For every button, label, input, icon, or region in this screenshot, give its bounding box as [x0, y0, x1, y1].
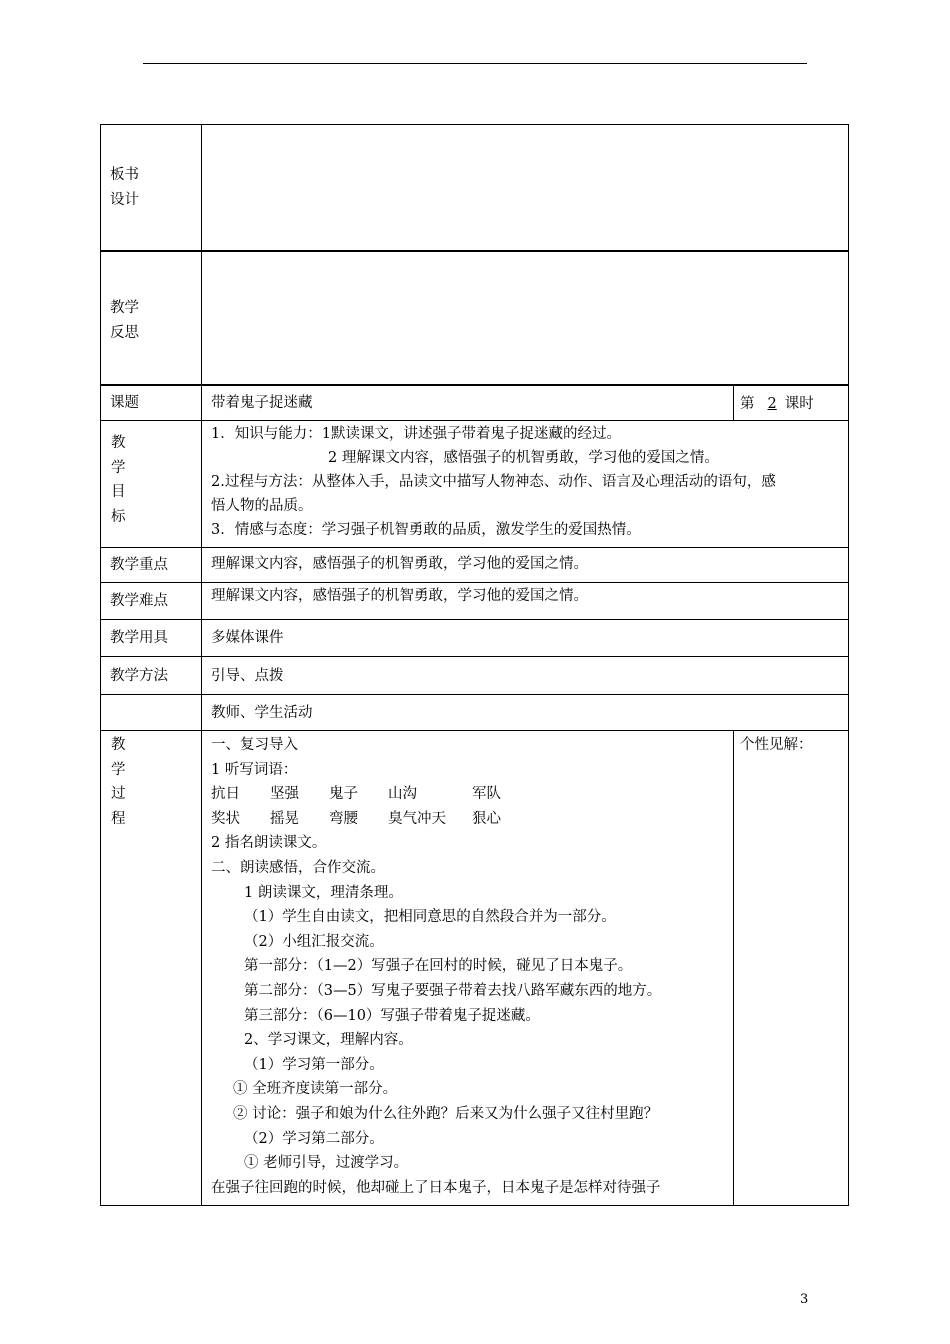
- reflection-label-cell: [101, 251, 202, 385]
- process-line: （1）学生自由读文，把相同意思的自然段合并为一部分。: [244, 909, 616, 926]
- dictation-words-row: [211, 782, 728, 807]
- objectives-label-char: 教: [111, 435, 126, 451]
- notes-header: 个性见解：: [740, 737, 813, 753]
- method-row: [101, 657, 849, 695]
- difficulty-cell: [202, 583, 849, 620]
- topic-row: [101, 385, 849, 421]
- topic-value-cell: [202, 385, 734, 421]
- board-label-line1: 板书: [110, 167, 139, 183]
- tools-row: [101, 620, 849, 657]
- dictation-word: 臭气冲天: [388, 810, 446, 827]
- board-design-label-cell: [101, 125, 202, 251]
- process-line: （2）学习第二部分。: [244, 1130, 384, 1147]
- board-design-row: [101, 125, 849, 251]
- dictation-words-row: [211, 807, 728, 832]
- method-value: 引导、点拨: [211, 667, 284, 684]
- difficulty-row: [101, 583, 849, 620]
- board-design-content[interactable]: [202, 125, 849, 251]
- process-line: （1）学习第一部分。: [244, 1056, 384, 1073]
- period-prefix: 第: [740, 396, 755, 413]
- activities-header-cell: [202, 695, 849, 731]
- process-label-char: 学: [111, 761, 126, 778]
- lesson-plan-table: [100, 124, 849, 1206]
- process-label-cell: [101, 731, 202, 1206]
- difficulty-label: 教学难点: [101, 583, 202, 620]
- process-line: 第三部分：（6—10）写强子带着鬼子捉迷藏。: [244, 1007, 540, 1024]
- objective-line: 3．情感与态度：学习强子机智勇敢的品质，激发学生的爱国热情。: [211, 522, 641, 538]
- activities-header-blank: [101, 695, 202, 731]
- activities-header: 教师、学生活动: [211, 704, 313, 721]
- process-label-char: 程: [111, 810, 126, 827]
- topic-label: 课题: [101, 385, 202, 421]
- process-line: ② 讨论：强子和娘为什么往外跑？后来又为什么强子又往村里跑？: [233, 1105, 659, 1122]
- page-number: 3: [800, 1292, 809, 1307]
- process-line: 二、朗读感悟，合作交流。: [211, 859, 385, 876]
- process-line: 一、复习导入: [211, 737, 298, 753]
- process-label-char: 教: [111, 737, 126, 753]
- process-line: 1 听写词语：: [211, 761, 298, 778]
- process-line: （2）小组汇报交流。: [244, 933, 384, 950]
- process-line: 在强子往回跑的时候，他却碰上了日本鬼子，日本鬼子是怎样对待强子: [211, 1179, 661, 1196]
- dictation-word: 鬼子: [329, 786, 358, 803]
- dictation-word: 抗日: [211, 786, 240, 803]
- process-line: 1 朗读课文，理清条理。: [244, 884, 403, 901]
- notes-cell[interactable]: [734, 731, 849, 1206]
- objectives-label-char: 学: [111, 459, 126, 476]
- reflection-row: [101, 251, 849, 385]
- topic-value: 带着鬼子捉迷藏: [211, 394, 313, 411]
- process-row: [101, 731, 849, 1206]
- objectives-row: [101, 421, 849, 548]
- process-line: ① 全班齐度读第一部分。: [233, 1081, 398, 1098]
- process-line: 2 指名朗读课文。: [211, 835, 327, 852]
- process-content: [202, 731, 734, 1206]
- process-line: 第二部分：（3—5）写鬼子要强子带着去找八路军藏东西的地方。: [244, 982, 662, 999]
- objectives-content: [202, 421, 849, 548]
- dictation-word: 弯腰: [329, 810, 358, 827]
- dictation-word: 狠心: [472, 810, 501, 827]
- method-label: 教学方法: [101, 657, 202, 695]
- objectives-label-char: 目: [111, 484, 126, 500]
- period-number: 2: [767, 396, 777, 413]
- objective-line: 2.过程与方法：从整体入手，品读文中描写人物神态、动作、语言及心理活动的语句，感: [211, 474, 776, 490]
- dictation-word: 坚强: [270, 786, 299, 803]
- dictation-word: 军队: [472, 786, 501, 803]
- reflection-label-line2: 反思: [110, 324, 139, 341]
- process-line: 2、学习课文，理解内容。: [244, 1032, 413, 1049]
- reflection-content[interactable]: [202, 251, 849, 385]
- reflection-label-line1: 教学: [110, 299, 139, 316]
- tools-value: 多媒体课件: [211, 630, 284, 646]
- key-point-cell: [202, 548, 849, 583]
- key-point-row: [101, 548, 849, 583]
- difficulty-value: 理解课文内容，感悟强子的机智勇敢，学习他的爱国之情。: [211, 588, 588, 604]
- tools-label: 教学用具: [101, 620, 202, 657]
- objective-line: 悟人物的品质。: [211, 498, 313, 514]
- method-cell: [202, 657, 849, 695]
- process-line: 第一部分：（1—2）写强子在回村的时候，碰见了日本鬼子。: [244, 958, 633, 975]
- board-label-line2: 设计: [110, 192, 139, 208]
- activities-header-row: [101, 695, 849, 731]
- tools-cell: [202, 620, 849, 657]
- objectives-label-cell: [101, 421, 202, 548]
- objective-line: 2 理解课文内容，感悟强子的机智勇敢，学习他的爱国之情。: [328, 450, 719, 466]
- dictation-word: 摇晃: [270, 810, 299, 827]
- dictation-word: 奖状: [211, 810, 240, 827]
- objectives-label-char: 标: [111, 508, 126, 525]
- dictation-word: 山沟: [388, 786, 417, 803]
- period-cell: [734, 385, 849, 421]
- process-line: ① 老师引导，过渡学习。: [244, 1155, 409, 1172]
- process-label-char: 过: [111, 786, 126, 802]
- key-point-value: 理解课文内容，感悟强子的机智勇敢，学习他的爱国之情。: [211, 556, 588, 572]
- header-rule: [143, 63, 807, 64]
- key-point-label: 教学重点: [101, 548, 202, 583]
- period-suffix: 课时: [784, 396, 814, 413]
- objective-line: 1．知识与能力：1默读课文，讲述强子带着鬼子捉迷藏的经过。: [211, 426, 621, 442]
